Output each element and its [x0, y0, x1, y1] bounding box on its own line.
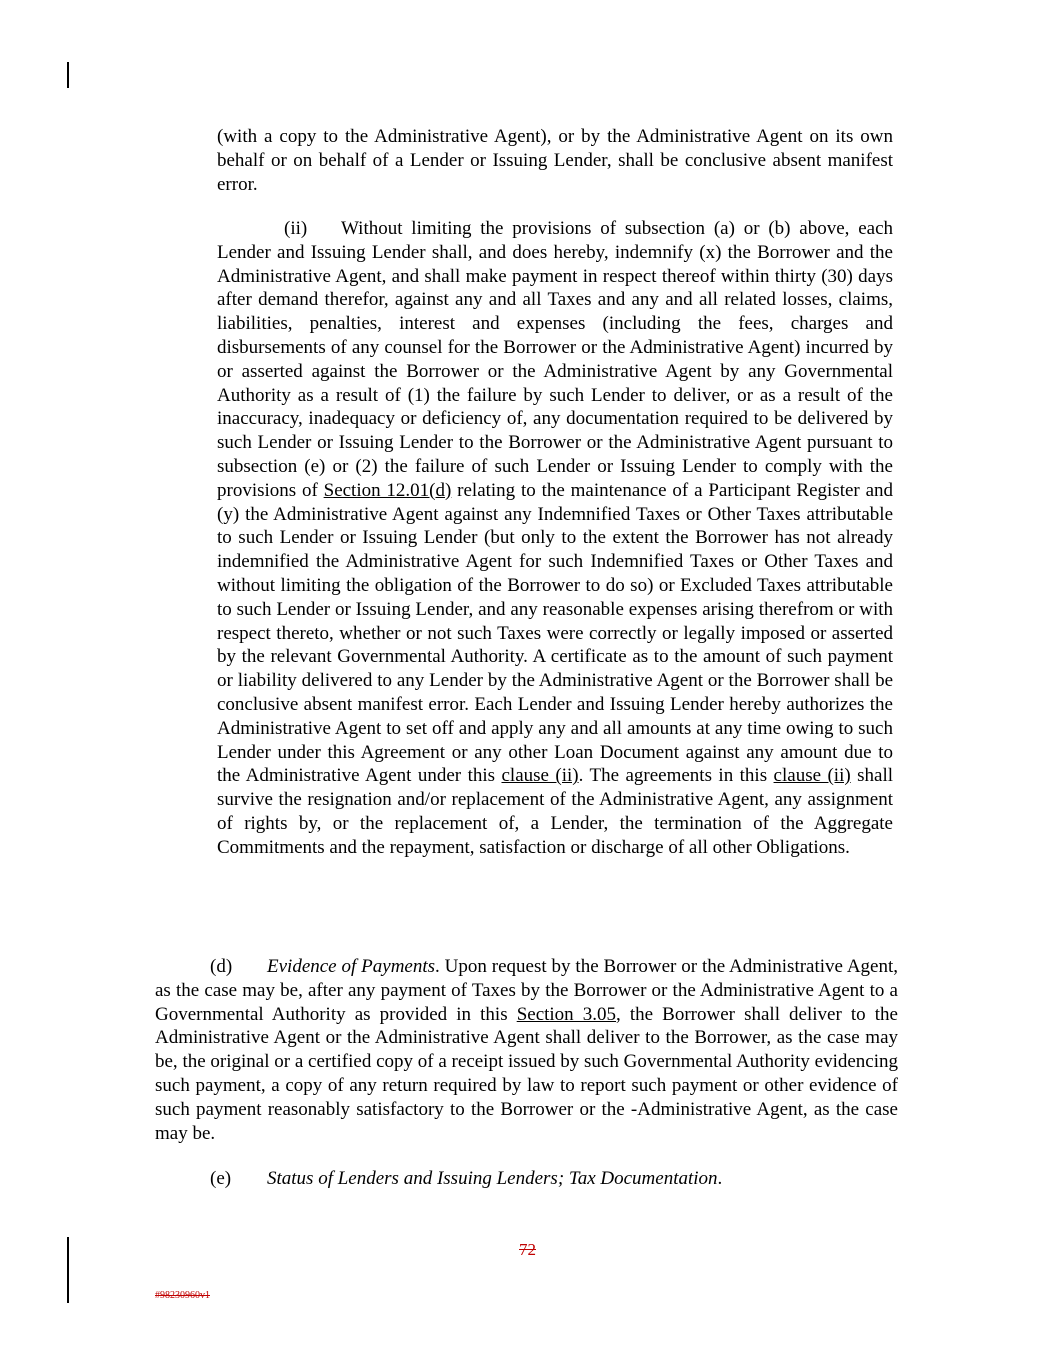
paragraph-ii-label: (ii) — [284, 218, 308, 239]
paragraph-ii-text-4: shall survive the resignation and/or replacement of the Administrative Agent, any assignment of rights by, or the replacement of, a Lender, the termination of the Aggregate Commitments and the repayment, satisfaction or discharge of all other Obligations. — [217, 765, 894, 858]
paragraph-ii-text-2: relating to the maintenance of a Participant Register and (y) the Administrative Agent against any Indemnified Taxes or Other Taxes attributable to such Lender or Issuing Lender (but only to the extent the Borrower has not already indemnified the Administrative Agent for such Indemnified Taxes or Other Taxes and without limiting the obligation of the Borrower to do so) or Excluded Taxes attributable to such Lender or Issuing Lender, and any reasonable expenses arising therefrom or with respect thereto, whether or not such Taxes were correctly or legally imposed or asserted by the relevant Governmental Authority. A certificate as to the amount of such payment or liability delivered to any Lender by the Administrative Agent or the Borrower shall be conclusive absent manifest error. Each Lender and Issuing Lender hereby authorizes the Administrative Agent to set off and apply any and all amounts at any time owing to such Lender under this Agreement or any other Loan Document against any amount due to the Administrative Agent under this — [217, 479, 893, 787]
clause-ii-reference-2: clause (ii) — [773, 765, 851, 787]
paragraph-d-heading: Evidence of Payments — [267, 956, 436, 977]
paragraph-c-i-text: (with a copy to the Administrative Agent), or by the Administrative Agent on its own behalf or on behalf of a Lender or Issuing Lender, shall be conclusive absent manifest error. — [217, 126, 893, 195]
paragraph-ii-text-1: Without limiting the provisions of subsection (a) or (b) above, each Lender and Issuing Lender shall, and does hereby, indemnify (x) the Borrower and the Administrative Agent, and shall make payment in respect thereof within thirty (30) days after demand therefor, against any and all Taxes and any and all related losses, claims, liabilities, penalties, interest and expenses (including the fees, charges and disbursements of any counsel for the Borrower or the Administrative Agent) incurred by or asserted against the Borrower or the Administrative Agent by any Governmental Authority as a result of (1) the failure by such Lender to deliver, or as a result of the inaccuracy, inadequacy or deficiency of, any documentation required to be delivered by such Lender or Issuing Lender to the Borrower or the Administrative Agent pursuant to subsection (e) or (2) the failure of such Lender or Issuing Lender to comply with the provisions of — [217, 218, 893, 501]
section-12-01-d-reference: Section 12.01(d) — [323, 479, 452, 501]
paragraph-c-i-continuation — [217, 125, 893, 196]
paragraph-e-label: (e) — [210, 1168, 232, 1189]
paragraph-d-text-1: . Upon request by the Borrower or the Administrative Agent, as the case may be, after any payment of Taxes by the Borrower or the Administrative Agent to a Governmental Authority as provided in this — [155, 956, 899, 1025]
paragraph-e — [155, 1167, 898, 1191]
paragraph-d-label: (d) — [210, 956, 233, 977]
paragraph-d-text-2: , the Borrower shall deliver to the Administrative Agent or the Administrative Agent shall deliver to the Borrower, as the case may be, the original or a certified copy of a receipt issued by such Governmental Authority evidencing such payment, a copy of any return required by law to report such payment or other evidence of such payment reasonably satisfactory to the Borrower or the -Administrative Agent, as the case may be. — [155, 1003, 898, 1144]
paragraph-e-heading: Status of Lenders and Issuing Lenders; Tax Documentation — [267, 1168, 718, 1189]
clause-ii-reference-1: clause (ii) — [501, 765, 579, 787]
change-bar-top — [67, 62, 69, 88]
paragraph-ii — [217, 217, 893, 860]
document-id: #98230960v1 — [155, 1290, 210, 1301]
paragraph-e-tail: . — [717, 1168, 723, 1189]
paragraph-ii-text-3: . The agreements in this — [578, 765, 774, 787]
paragraph-d — [155, 955, 898, 1145]
page-number: 72 — [519, 1240, 536, 1259]
section-3-05-reference: Section 3.05 — [516, 1003, 617, 1025]
